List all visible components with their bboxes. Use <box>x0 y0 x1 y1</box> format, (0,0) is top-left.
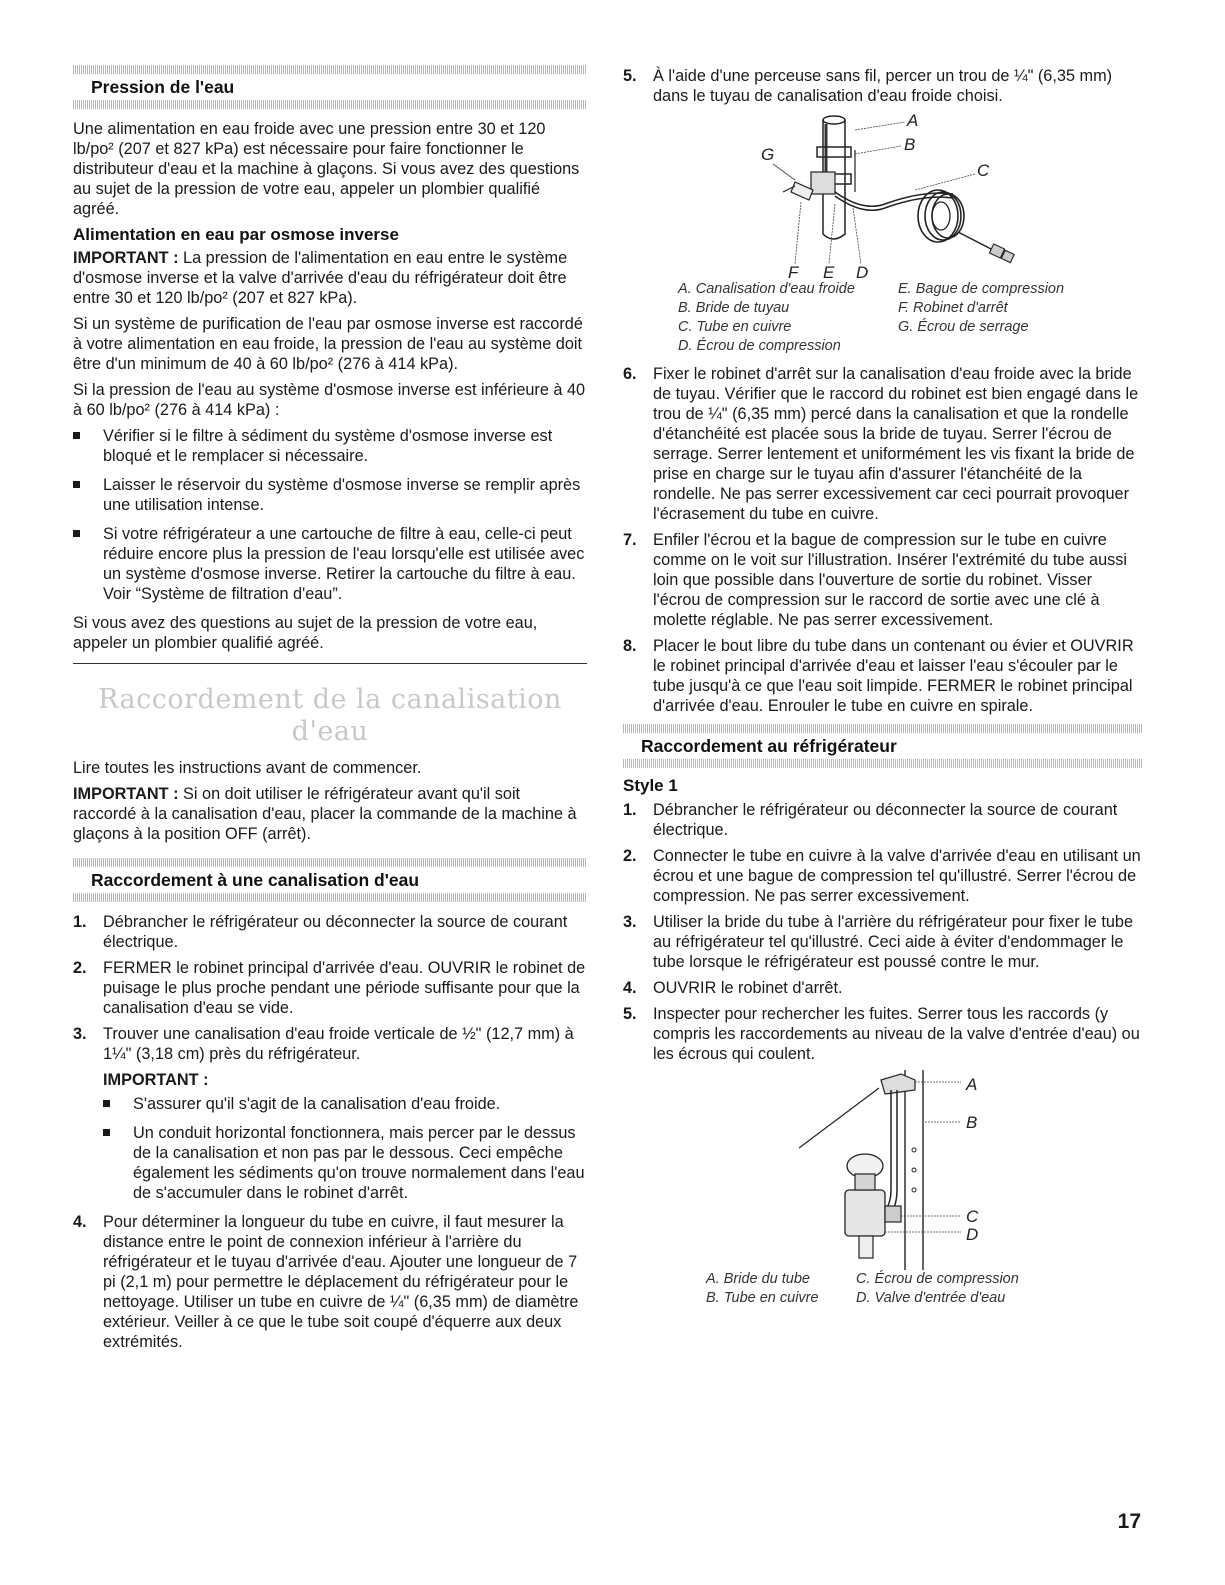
left-column <box>73 62 587 1358</box>
figure1-caption <box>678 280 1143 356</box>
step-number: 7. <box>623 531 637 549</box>
step-item <box>623 364 1143 524</box>
caption-column <box>678 280 898 356</box>
label-b: B <box>904 135 916 154</box>
paragraph: Si un système de purification de l'eau par osmose inverse est raccordé à votre alimentation en eau froide, la pression de l'eau au système doit être d'un minimum de 40 à 60 lb/po² (276 à 414 kPa). <box>73 315 583 373</box>
label-c: C <box>966 1207 979 1226</box>
step-item <box>623 912 1143 972</box>
steps-list <box>623 364 1143 716</box>
steps-list <box>623 66 1143 106</box>
important-text: Si on doit utiliser le réfrigérateur avant qu'il soit raccordé à la canalisation d'eau, placer la commande de la machine à glaçons à la position OFF (arrêt). <box>73 785 577 843</box>
step-text: Débrancher le réfrigérateur ou déconnecter la source de courant électrique. <box>653 801 1118 839</box>
step-item <box>623 530 1143 630</box>
hatch-divider <box>623 759 1143 768</box>
steps-list <box>623 800 1143 1064</box>
caption-line: D. Écrou de compression <box>678 338 841 354</box>
subsection-heading: Alimentation en eau par osmose inverse <box>73 225 399 244</box>
step-number: 2. <box>73 959 87 977</box>
shutoff-valve-illustration <box>623 112 1143 280</box>
step-number: 1. <box>73 913 87 931</box>
important-label: IMPORTANT : <box>73 785 179 803</box>
important-label: IMPORTANT : <box>73 249 179 267</box>
step-text: Enfiler l'écrou et la bague de compression sur le tube en cuivre comme on le voit sur l'illustration. Insérer l'extrémité du tube aussi loin que possible dans l'ouverture de sortie du robinet. Visser l'écrou de compression sur le raccord de sortie avec une clé à molette réglable. Ne pas serrer excessivement. <box>653 531 1128 629</box>
section-rule <box>73 663 587 664</box>
label-f: F <box>788 263 799 280</box>
step-item <box>623 66 1143 106</box>
step-text: Débrancher le réfrigérateur ou déconnecter la source de courant électrique. <box>103 913 568 951</box>
step-item <box>73 1212 587 1352</box>
caption-column <box>706 1270 856 1308</box>
step-number: 5. <box>623 67 637 85</box>
step-number: 3. <box>73 1025 87 1043</box>
caption-column <box>856 1270 1019 1308</box>
section-canalisation <box>73 858 587 902</box>
step-number: 4. <box>623 979 637 997</box>
style-heading: Style 1 <box>623 776 678 795</box>
inlet-valve-figure <box>623 1070 1143 1270</box>
hatch-divider <box>623 724 1143 733</box>
label-d: D <box>856 263 869 280</box>
list-item: Vérifier si le filtre à sédiment du système d'osmose inverse est bloqué et le remplacer si nécessaire. <box>73 426 587 466</box>
caption-line: G. Écrou de serrage <box>898 319 1029 335</box>
step-text: Connecter le tube en cuivre à la valve d'arrivée d'eau en utilisant un écrou et une bague de compression tel qu'illustré. Serrer l'écrou de compression. Ne pas serrer excessivement. <box>653 847 1141 905</box>
label-e: E <box>823 263 835 280</box>
section-heading: Pression de l'eau <box>91 77 235 97</box>
step-text: Utiliser la bride du tube à l'arrière du réfrigérateur pour fixer le tube au réfrigérateur tel qu'illustré. Ceci aide à éviter d'endommager le tube lorsque le réfrigérateur est poussé contre le mur. <box>653 913 1134 971</box>
step-number: 4. <box>73 1213 87 1231</box>
step-text: Placer le bout libre du tube dans un contenant ou évier et OUVRIR le robinet principal d'arrivée d'eau et laisser l'eau s'écouler par le tube jusqu'à ce que l'eau soit limpide. FERMER le robinet principal d'arrivée d'eau. Enrouler le tube en cuivre en spirale. <box>653 637 1134 715</box>
list-item: Laisser le réservoir du système d'osmose inverse se remplir après une utilisation intense. <box>73 475 587 515</box>
step-item <box>73 912 587 952</box>
label-b: B <box>966 1113 978 1132</box>
step-text: Trouver une canalisation d'eau froide verticale de ½" (12,7 mm) à 1¼" (3,18 cm) près du réfrigérateur. <box>103 1025 574 1063</box>
important-paragraph <box>73 248 587 308</box>
section-heading: Raccordement à une canalisation d'eau <box>91 870 420 890</box>
steps-list <box>73 912 587 1352</box>
label-a: A <box>907 112 919 130</box>
step-item <box>623 800 1143 840</box>
step-text: Pour déterminer la longueur du tube en cuivre, il faut mesurer la distance entre le point de connexion inférieur à l'arrière du réfrigérateur et le tuyau d'arrivée d'eau. Ajouter une longueur de 7 pi (2,1 m) pour permettre le déplacement du réfrigérateur pour le nettoyage. Utiliser un tube en cuivre de ¼" (6,35 mm) de diamètre extérieur. Veiller à ce que le tube soit coupé d'équerre aux deux extrémités. <box>103 1213 579 1351</box>
label-d: D <box>966 1225 979 1244</box>
section-pression <box>73 65 587 109</box>
paragraph: Si la pression de l'eau au système d'osmose inverse est inférieure à 40 à 60 lb/po² (276 à 414 kPa) : <box>73 381 586 419</box>
step-number: 6. <box>623 365 637 383</box>
paragraph: Lire toutes les instructions avant de commencer. <box>73 759 422 777</box>
caption-line: E. Bague de compression <box>898 281 1065 297</box>
list-item: Si votre réfrigérateur a une cartouche de filtre à eau, celle-ci peut réduire encore plus la pression de l'eau lorsqu'elle est utilisée avec un système d'osmose inverse. Retirer la cartouche du filtre à eau. Voir “Système de filtration d'eau”. <box>73 524 587 604</box>
step-number: 1. <box>623 801 637 819</box>
hatch-divider <box>73 858 587 867</box>
step-text: Fixer le robinet d'arrêt sur la canalisation d'eau froide avec la bride de tuyau. Vérifier que le raccord du robinet est bien engagé dans le trou de ¼" (6,35 mm) percé dans la canalisation et que la rondelle d'étanchéité est placée sous la bride de tuyau. Serrer l'écrou de serrage. Serrer lentement et uniformément les vis fixant la bride de prise en charge sur le tuyau afin d'assurer l'étanchéité de la rondelle. Ne pas serrer excessivement car ceci pourrait provoquer l'écrasement du tube en cuivre. <box>653 365 1139 523</box>
step-text: À l'aide d'une perceuse sans fil, percer un trou de ¼" (6,35 mm) dans le tuyau de canalisation d'eau froide choisi. <box>653 67 1113 105</box>
caption-column <box>898 280 1064 356</box>
step-item <box>623 846 1143 906</box>
step-text: Inspecter pour rechercher les fuites. Serrer tous les raccords (y compris les raccordements au niveau de la valve d'entrée d'eau) ou les écrous qui coulent. <box>653 1005 1140 1063</box>
section-refrigerateur <box>623 724 1143 768</box>
inlet-valve-illustration <box>623 1070 1143 1270</box>
section-heading: Raccordement au réfrigérateur <box>641 736 897 756</box>
label-c: C <box>977 161 990 180</box>
step-number: 5. <box>623 1005 637 1023</box>
caption-line: B. Tube en cuivre <box>706 1290 819 1306</box>
caption-line: D. Valve d'entrée d'eau <box>856 1290 1006 1306</box>
step-item <box>73 958 587 1018</box>
important-paragraph <box>73 784 587 844</box>
step-number: 8. <box>623 637 637 655</box>
caption-line: B. Bride de tuyau <box>678 300 790 316</box>
step-number: 2. <box>623 847 637 865</box>
step-item <box>623 1004 1143 1064</box>
bullet-list <box>73 426 587 604</box>
step-text: OUVRIR le robinet d'arrêt. <box>653 979 843 997</box>
list-item: S'assurer qu'il s'agit de la canalisation d'eau froide. <box>103 1094 587 1114</box>
step-item <box>623 636 1143 716</box>
bullet-list <box>103 1094 587 1203</box>
step-text: FERMER le robinet principal d'arrivée d'eau. OUVRIR le robinet de puisage le plus proche pendant une période suffisante pour que la canalisation d'eau se vide. <box>103 959 586 1017</box>
figure2-caption <box>706 1270 1143 1308</box>
paragraph: Une alimentation en eau froide avec une pression entre 30 et 120 lb/po² (207 et 827 kPa) est nécessaire pour faire fonctionner le distributeur d'eau et la machine à glaçons. Si vous avez des questions au sujet de la pression de votre eau, appeler un plombier qualifié agréé. <box>73 120 580 218</box>
main-title: Raccordement de la canalisation d'eau <box>98 684 562 747</box>
caption-line: C. Tube en cuivre <box>678 319 792 335</box>
page-number: 17 <box>1117 1510 1141 1533</box>
label-g: G <box>761 145 775 164</box>
right-column <box>623 62 1143 1308</box>
important-label: IMPORTANT : <box>103 1071 209 1089</box>
caption-line: F. Robinet d'arrêt <box>898 300 1008 316</box>
caption-line: A. Canalisation d'eau froide <box>678 281 855 297</box>
hatch-divider <box>73 100 587 109</box>
label-a: A <box>966 1075 978 1094</box>
step-item <box>623 978 1143 998</box>
step-number: 3. <box>623 913 637 931</box>
hatch-divider <box>73 65 587 74</box>
hatch-divider <box>73 893 587 902</box>
step-item <box>73 1024 587 1203</box>
caption-line: A. Bride du tube <box>706 1271 810 1287</box>
shutoff-valve-figure <box>623 112 1143 280</box>
paragraph: Si vous avez des questions au sujet de la pression de votre eau, appeler un plombier qualifié agréé. <box>73 614 538 652</box>
list-item: Un conduit horizontal fonctionnera, mais percer par le dessus de la canalisation et non pas par le dessous. Ceci empêche également les sédiments qu'on trouve normalement dans l'eau de s'accumuler dans le robinet d'arrêt. <box>103 1123 587 1203</box>
caption-line: C. Écrou de compression <box>856 1271 1019 1287</box>
important-text: La pression de l'alimentation en eau entre le système d'osmose inverse et la valve d'arrivée d'eau du réfrigérateur doit être entre 30 et 120 lb/po² (207 et 827 kPa). <box>73 249 568 307</box>
